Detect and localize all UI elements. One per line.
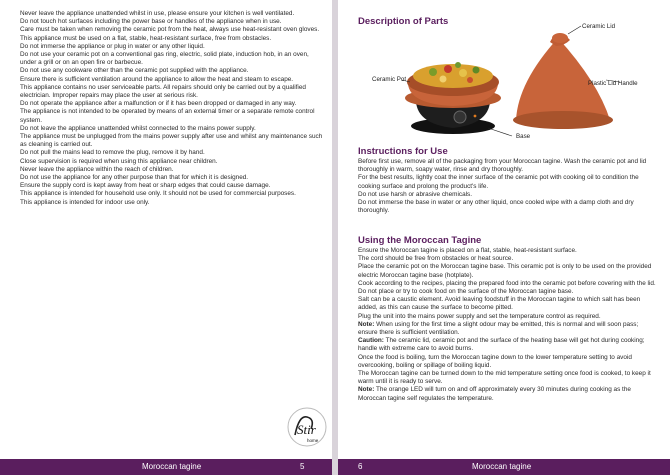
paragraph-lead: Note: — [358, 386, 375, 394]
paragraph: Do not pull the mains lead to remove the plug, remove it by hand. — [20, 149, 205, 157]
paragraph: Do not leave the appliance unattended whilst connected to the mains power supply. — [20, 124, 256, 132]
paragraph — [358, 313, 658, 321]
instructions-text — [358, 158, 658, 215]
paragraph: Ensure the supply cord is kept away from heat or sharp edges that could cause damage. — [20, 182, 271, 190]
right-page — [338, 0, 670, 475]
paragraph: Do not operate the appliance after a malfunction or if it has been dropped or damaged in any way. — [20, 100, 297, 108]
paragraph-text: Plug the unit into the mains power supply and set the temperature control as required. — [358, 312, 601, 320]
callout-ceramic-pot: Ceramic Pot — [372, 76, 407, 83]
left-footer — [0, 459, 332, 475]
paragraph — [358, 321, 658, 337]
paragraph — [358, 247, 658, 255]
paragraph: This appliance is intended for household use only. It should not be used for commercial purposes. — [20, 190, 296, 198]
paragraph: Ensure there is sufficient ventilation around the appliance to allow the heat and steam to escape. — [20, 75, 294, 83]
footer-title: Moroccan tagine — [472, 462, 532, 471]
paragraph — [358, 386, 658, 402]
instructions-heading: Instructions for Use — [358, 146, 448, 157]
footer-title: Moroccan tagine — [142, 462, 202, 471]
paragraph-text: Place the ceramic pot on the Moroccan tagine base. This ceramic pot is only to be used on the provided electric Moroccan tagine base (hotplate). — [358, 263, 652, 279]
parts-heading: Description of Parts — [358, 16, 449, 27]
paragraph: This appliance is intended for indoor use only. — [20, 198, 150, 206]
paragraph: This appliance contains no user serviceable parts. All repairs should only be carried out by a qualified electrician. Improper repairs may place the user at serious risk. — [20, 83, 306, 100]
paragraph — [358, 354, 658, 370]
paragraph: The appliance must be unplugged from the mains power supply after use and whilst any maintenance such as cleaning is carried out. — [20, 133, 323, 149]
paragraph-text: When using for the first time a slight odour may be emitted, this is normal and will soon pass; ensure there is sufficient ventilation. — [358, 320, 639, 337]
paragraph-text: The ceramic lid, ceramic pot and the surface of the heating base will get hot during cooking; handle with extreme care to avoid burns. — [358, 337, 645, 353]
using-heading: Using the Moroccan Tagine — [358, 235, 482, 246]
led-light — [474, 115, 477, 118]
paragraph — [358, 280, 658, 288]
paragraph — [358, 296, 658, 312]
callout-plastic-lid-handle: Plastic Lid Handle — [588, 80, 638, 87]
paragraph — [358, 255, 658, 263]
paragraph-text: Do not place or try to cook food on the surface of the Moroccan tagine base. — [358, 288, 574, 296]
safety-text — [20, 10, 325, 207]
using-text — [358, 247, 658, 403]
paragraph-text: Cook according to the recipes, placing the prepared food into the ceramic pot before covering with the lid. — [358, 279, 656, 287]
logo-sub: home — [307, 438, 319, 443]
paragraph: This appliance must be used on a flat, stable, heat-resistant surface, free from obstacles. — [20, 34, 272, 42]
paragraph — [358, 263, 658, 279]
paragraph-lead: Note: — [358, 320, 375, 328]
callout-ceramic-lid: Ceramic Lid — [582, 23, 616, 30]
left-page — [0, 0, 332, 475]
paragraph: Do not use any cookware other than the ceramic pot supplied with the appliance. — [20, 67, 249, 75]
paragraph-text: The Moroccan tagine can be turned down to the mid temperature setting once food is cooked, to keep it warm until it is ready to serve. — [358, 370, 651, 386]
paragraph: Do not use your ceramic pot on a conventional gas ring, electric, solid plate, induction hob, in an oven, under a grill or on an open fire or barbecue. — [20, 51, 309, 67]
paragraph: Do not immerse the base in water or any other liquid, once cooled wipe with a damp cloth and dry thoroughly. — [358, 199, 634, 215]
paragraph — [358, 337, 658, 353]
paragraph: Before first use, remove all of the packaging from your Moroccan tagine. Wash the ceramic pot and lid thoroughly in warm, soapy water, rinse and dry thoroughly. — [358, 158, 647, 174]
paragraph-text: Once the food is boiling, turn the Moroccan tagine down to the lower temperature setting to avoid overcooking, boiling or spillage of boiling liquid. — [358, 353, 632, 369]
paragraph-text: Ensure the Moroccan tagine is placed on a flat, stable, heat-resistant surface. — [358, 247, 577, 254]
paragraph: Never leave the appliance unattended whilst in use, please ensure your kitchen is well ventilated. — [20, 10, 295, 17]
stir-logo — [285, 405, 329, 449]
paragraph: Never leave the appliance within the reach of children. — [20, 165, 174, 173]
paragraph-text: Salt can be a caustic element. Avoid leaving foodstuff in the Moroccan tagine to which salt has been added, as this can cause the surface to become pitted. — [358, 296, 641, 312]
paragraph-text: The cord should be free from obstacles or heat source. — [358, 255, 514, 263]
paragraph: Care must be taken when removing the ceramic pot from the heat, always use heat-resistant oven gloves. — [20, 26, 320, 34]
callout-base: Base — [516, 133, 531, 140]
paragraph: Close supervision is required when using this appliance near children. — [20, 157, 218, 165]
paragraph-lead: Caution: — [358, 337, 384, 345]
page-number: 6 — [358, 462, 363, 471]
paragraph: Do not use the appliance for any other purpose than that for which it is designed. — [20, 174, 249, 182]
paragraph: For the best results, lightly coat the inner surface of the ceramic pot with cooking oil to condition the cooking surface and prolong the product's life. — [358, 174, 639, 190]
paragraph: Do not touch hot surfaces including the power base or handles of the appliance when in use. — [20, 18, 282, 26]
paragraph: The appliance is not intended to be operated by means of an external timer or a separate remote control system. — [20, 108, 315, 124]
paragraph — [358, 370, 658, 386]
paragraph — [358, 288, 658, 296]
right-footer — [338, 459, 670, 475]
paragraph-text: The orange LED will turn on and off approximately every 30 minutes during cooking as the Moroccan tagine self regulates the temperature. — [358, 386, 631, 402]
page-number: 5 — [300, 462, 305, 471]
paragraph: Do not use harsh or abrasive chemicals. — [358, 190, 473, 198]
paragraph: Do not immerse the appliance or plug in water or any other liquid. — [20, 42, 205, 50]
logo-wordmark: Stir — [297, 422, 316, 437]
temperature-dial — [454, 111, 466, 123]
